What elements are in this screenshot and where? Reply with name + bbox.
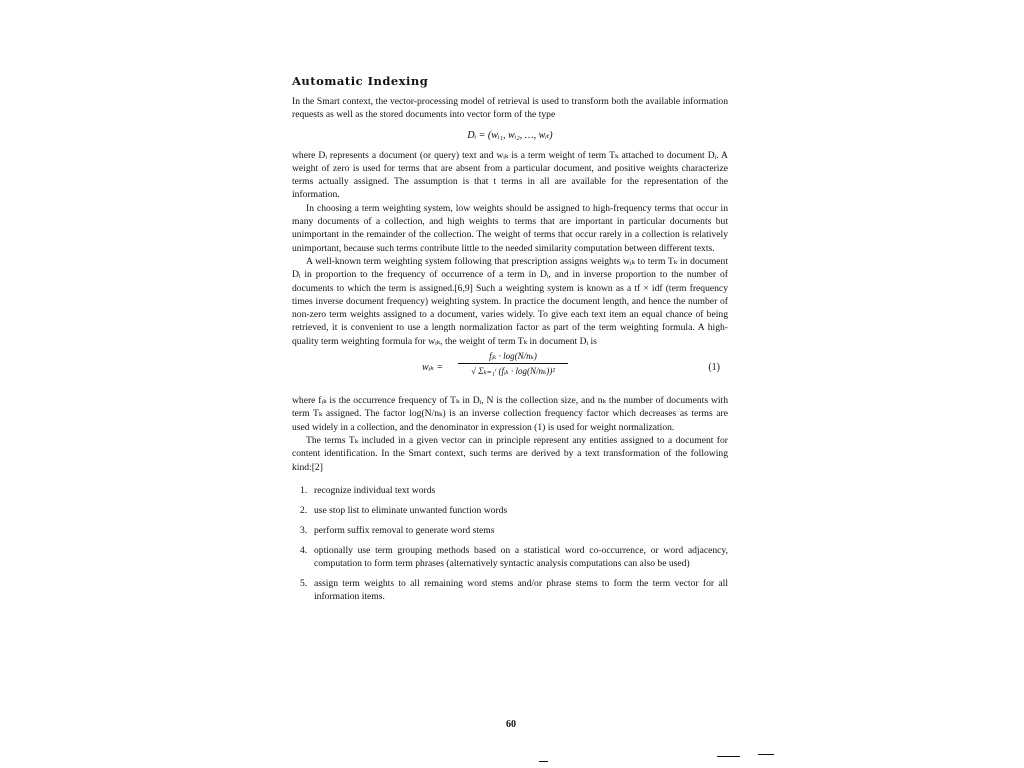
page-number: 60 — [506, 719, 516, 730]
transformation-steps-list — [292, 484, 728, 603]
formula-numerator: fᵢₖ · log(N/nₖ) — [458, 351, 568, 364]
list-item-text: perform suffix removal to generate word stems — [314, 524, 495, 536]
list-item-text: optionally use term grouping methods based on a statistical word co-occurrence, or word adjacency, computation to form term phrases (alternatively syntactic analysis computations can also be used) — [314, 544, 728, 569]
equation-number: (1) — [708, 362, 720, 374]
list-item — [292, 524, 728, 537]
paragraph-6: The terms Tₖ included in a given vector can in principle represent any entities assigned to a document for content identification. In the Smart context, such terms are derived by a text transformation of the following kind:[2] — [292, 434, 728, 473]
list-item-number: 1. — [300, 484, 308, 496]
paragraph-4: A well-known term weighting system following that prescription assigns weights wᵢₖ to term Tₖ in document Dᵢ in proportion to the frequency of occurrence of a term in Dᵢ, and in inverse proportion to the number of documents to which the term is assigned.[6,9] Such a weighting system is known as a tf × idf (term frequency times inverse document frequency) weighting system. In practice the document length, and hence the number of non-zero term weights assigned to a document, varies widely. To give each text item an equal chance of being retrieved, it is convenient to use a length normalization factor as part of the term weighting formula. A high-quality term weighting formula for wᵢₖ, the weight of term Tₖ in document Dᵢ is — [292, 255, 728, 347]
scan-artifact-mark — [758, 754, 774, 755]
scan-artifact-mark — [717, 756, 740, 757]
list-item — [292, 484, 728, 497]
paragraph-3: In choosing a term weighting system, low weights should be assigned to high-frequency terms that occur in many documents of a collection, and high weights to terms that are important in particular documents but unimportant in the remainder of the collection. The weight of terms that occur rarely in a collection is relatively unimportant, because such terms contribute little to the needed similarity computation between different texts. — [292, 202, 728, 254]
scan-artifact-mark — [539, 761, 548, 762]
list-item-number: 2. — [300, 504, 308, 516]
paragraph-2: where Dᵢ represents a document (or query) text and wᵢₖ is a term weight of term Tₖ attached to document Dᵢ. A weight of zero is used for terms that are absent from a particular document, and positive weights characterize terms actually assigned. The assumption is that t terms in all are available for the representation of the information. — [292, 149, 728, 201]
document-page — [292, 74, 728, 610]
vector-equation: Dᵢ = (wᵢ₁, wᵢ₂, …, wᵢₜ) — [467, 129, 553, 141]
weight-formula — [292, 351, 728, 389]
list-item — [292, 544, 728, 570]
list-item-number: 5. — [300, 577, 308, 589]
formula-fraction — [458, 351, 568, 377]
list-item-number: 3. — [300, 524, 308, 536]
formula-lhs: wᵢₖ = — [422, 362, 444, 374]
formula-denominator: √ Σₖ₌₁ᵗ (fᵢₖ · log(N/nₖ))² — [471, 366, 555, 377]
list-item-number: 4. — [300, 544, 308, 556]
section-title: Automatic Indexing — [292, 74, 429, 88]
paragraph-1: In the Smart context, the vector-processing model of retrieval is used to transform both the available information requests as well as the stored documents into vector form of the type — [292, 96, 728, 121]
list-item-text: use stop list to eliminate unwanted function words — [314, 504, 508, 516]
list-item-text: recognize individual text words — [314, 484, 436, 496]
paragraph-5: where fᵢₖ is the occurrence frequency of Tₖ in Dᵢ, N is the collection size, and nₖ the number of documents with term Tₖ assigned. The factor log(N/nₖ) is an inverse collection frequency factor which decreases as terms are used widely in a collection, and the denominator in expression (1) is used for weight normalization. — [292, 395, 728, 433]
list-item — [292, 504, 728, 517]
list-item — [292, 577, 728, 603]
list-item-text: assign term weights to all remaining word stems and/or phrase stems to form the term vector for all information items. — [314, 577, 728, 602]
